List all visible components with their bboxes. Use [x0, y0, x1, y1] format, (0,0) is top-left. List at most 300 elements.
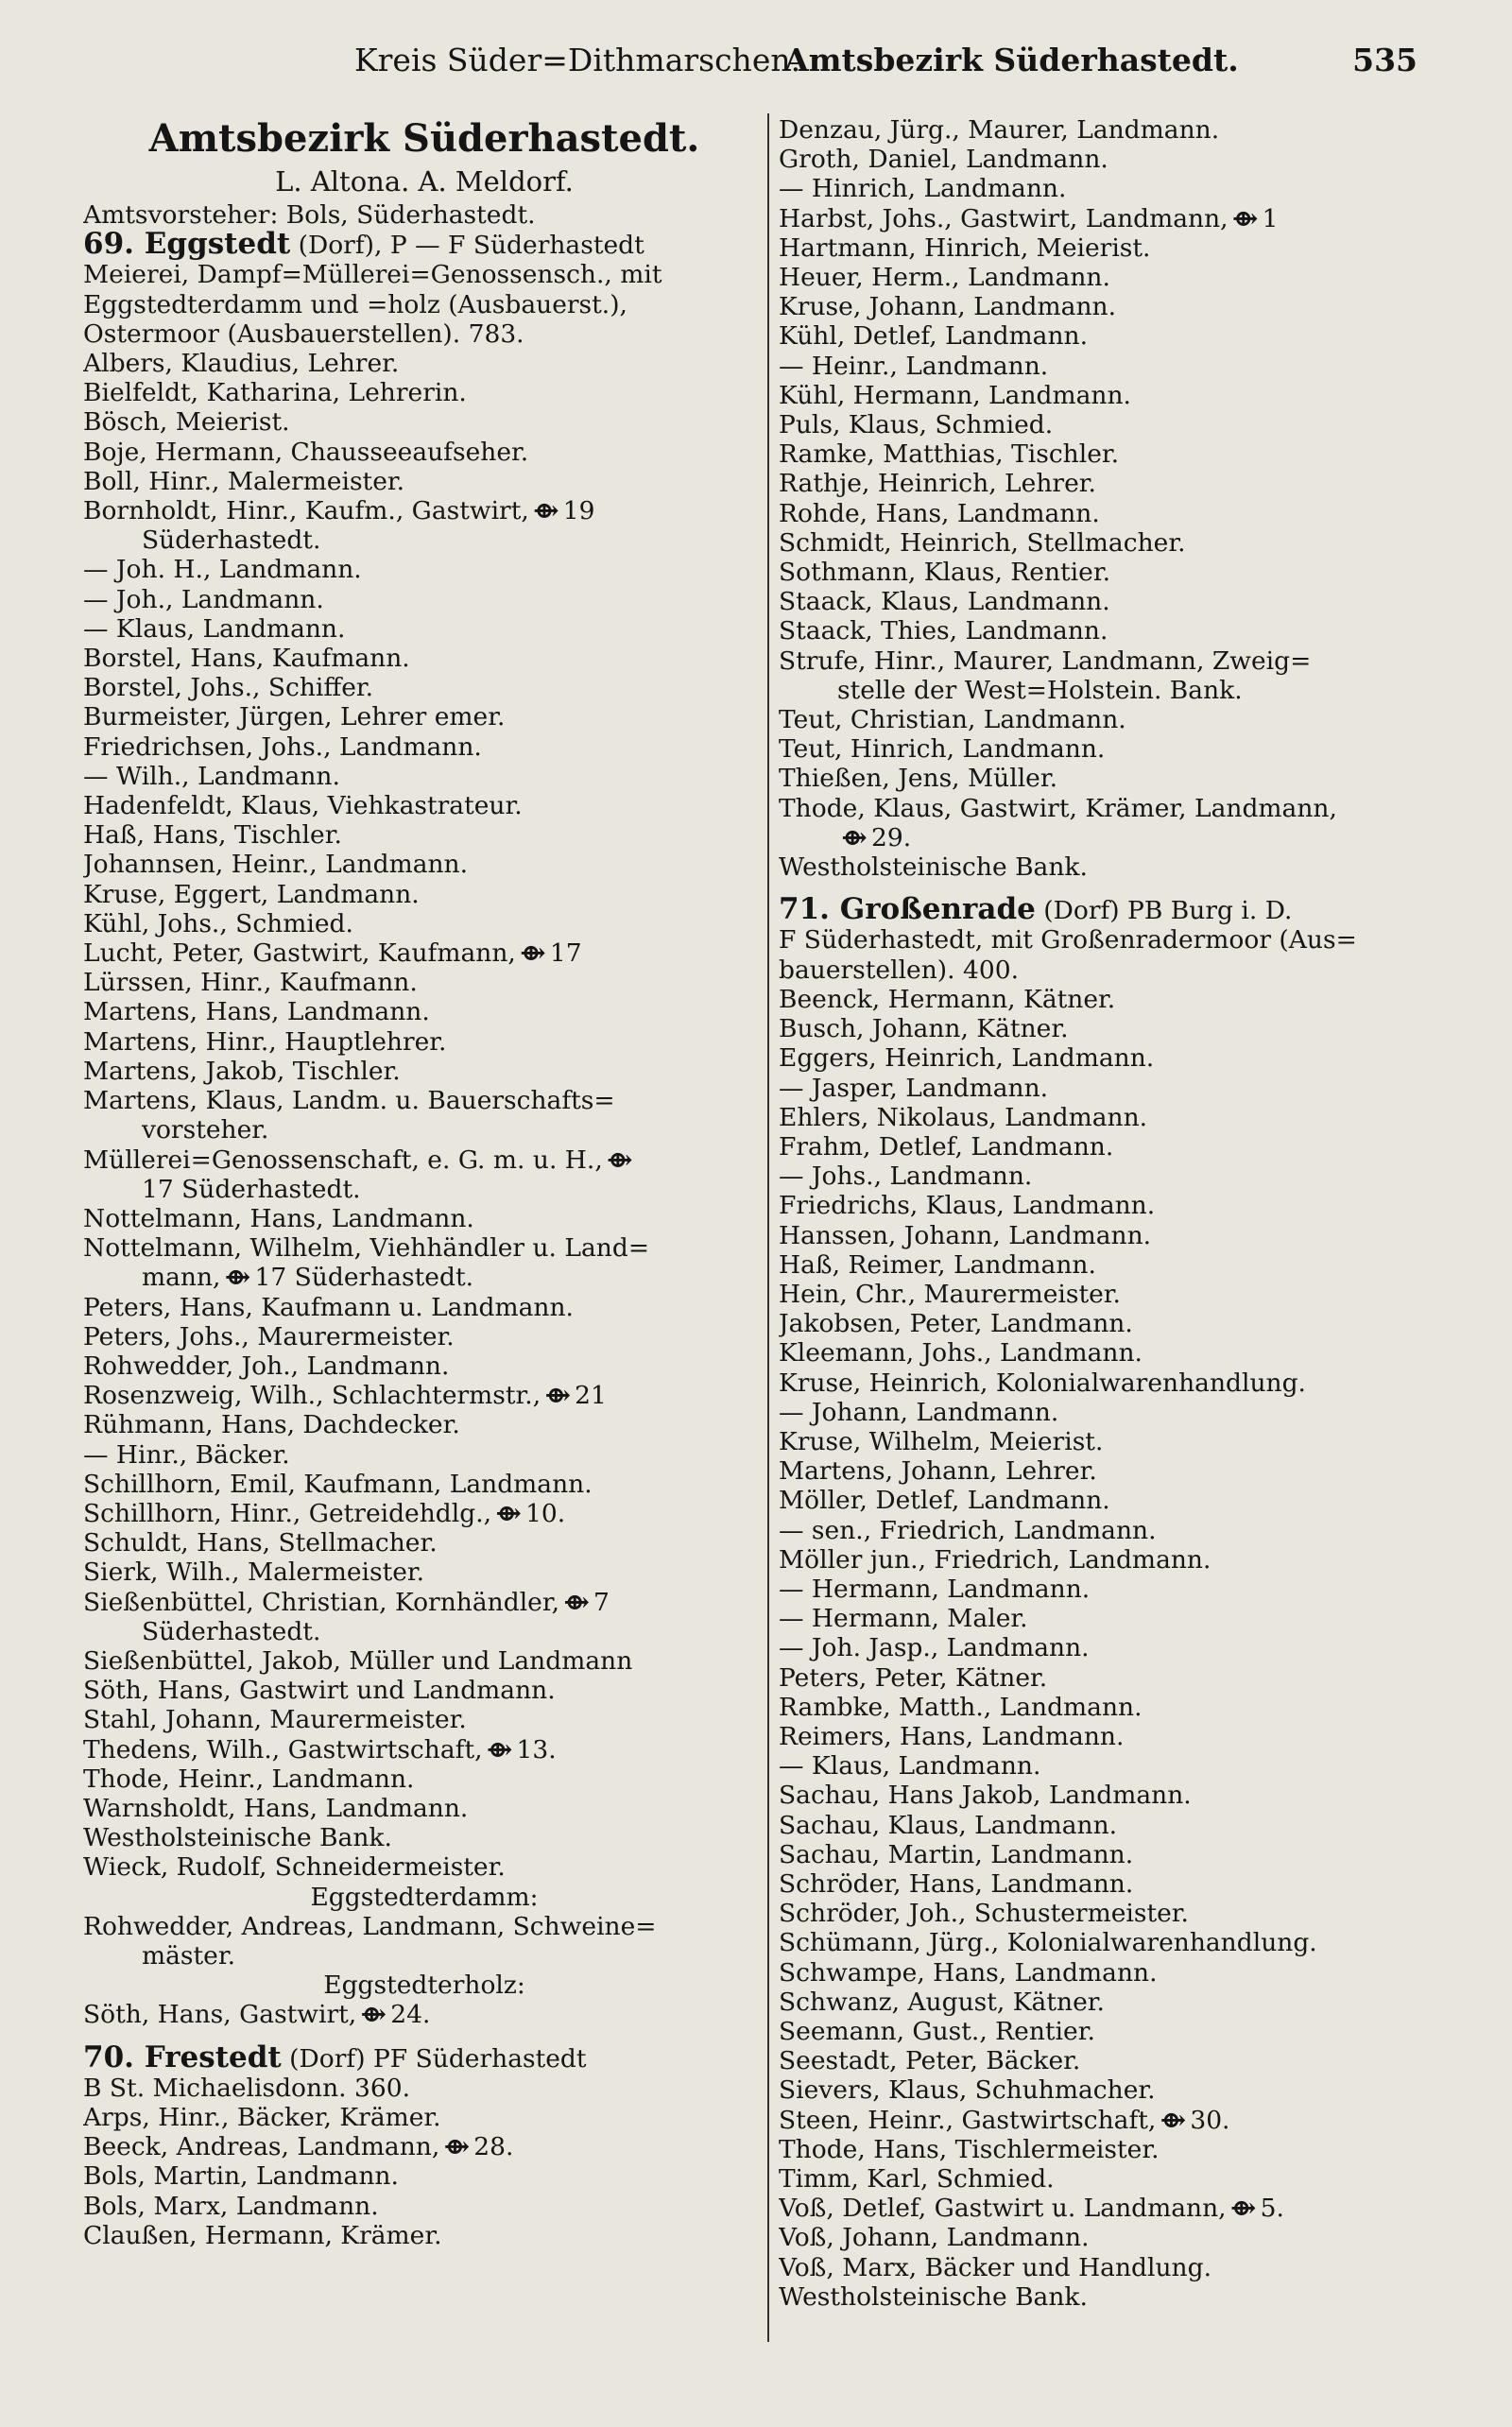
directory-entry	[83, 1410, 765, 1439]
entry-text: Kühl, Hermann, Landmann.	[779, 380, 1131, 410]
place-number: 69.	[83, 227, 145, 262]
directory-entry	[779, 1250, 1431, 1280]
directory-entry	[779, 381, 1431, 410]
entry-text: Steen, Heinr., Gastwirtschaft,	[779, 2105, 1157, 2135]
telephone-number: 17	[549, 938, 582, 969]
entry-text: Sothmann, Klaus, Rentier.	[779, 558, 1111, 588]
entry-text: 17 Süderhastedt.	[142, 1174, 361, 1204]
directory-entry	[83, 1057, 765, 1086]
telephone-icon: ⟴	[486, 1734, 513, 1764]
entry-text: Ostermoor (Ausbauerstellen). 783.	[83, 318, 524, 349]
directory-entry	[779, 469, 1431, 498]
entry-text: Kruse, Wilhelm, Meierist.	[779, 1426, 1104, 1456]
directory-entry	[83, 1794, 765, 1823]
directory-entry	[83, 1676, 765, 1705]
directory-entry	[779, 1043, 1431, 1073]
running-head	[0, 42, 1512, 89]
entry-text: — Heinr., Landmann.	[779, 351, 1049, 381]
entry-text: F Süderhastedt, mit Großenradermoor (Aus=	[779, 925, 1357, 955]
entry-text: — Hermann, Landmann.	[779, 1574, 1091, 1604]
entry-text: Albers, Klaudius, Lehrer.	[83, 349, 400, 379]
section-subtitle: L. Altona. A. Meldorf.	[275, 165, 574, 198]
directory-entry	[779, 115, 1431, 145]
directory-entry	[779, 1191, 1431, 1220]
entry-text: Hadenfeldt, Klaus, Viehkastrateur.	[83, 791, 523, 821]
directory-entry	[83, 1588, 765, 1617]
telephone-icon: ⟴	[520, 938, 546, 969]
entry-text: Boll, Hinr., Malermeister.	[83, 466, 405, 496]
entry-text: Martens, Hans, Landmann.	[83, 997, 430, 1027]
telephone-number: 24.	[390, 2000, 431, 2030]
entry-text: Sießenbüttel, Christian, Kornhändler,	[83, 1587, 560, 1617]
entry-text: Groth, Daniel, Landmann.	[779, 145, 1108, 175]
directory-entry	[83, 290, 765, 319]
entry-text: — Jasper, Landmann.	[779, 1073, 1049, 1103]
entry-text: Martens, Jakob, Tischler.	[83, 1056, 401, 1086]
entry-text: Thießen, Jens, Müller.	[779, 764, 1058, 794]
directory-entry	[779, 1456, 1431, 1486]
directory-entry	[779, 1162, 1431, 1191]
entry-text: Arps, Hinr., Bäcker, Krämer.	[83, 2103, 441, 2132]
directory-entry	[83, 1852, 765, 1882]
telephone-icon: ⟴	[360, 2000, 387, 2030]
entry-text: Eggers, Heinrich, Landmann.	[779, 1043, 1155, 1074]
directory-entry	[779, 1221, 1431, 1250]
entry-text: Denzau, Jürg., Maurer, Landmann.	[779, 115, 1220, 145]
directory-entry	[83, 1823, 765, 1852]
directory-entry	[83, 2221, 765, 2250]
directory-entry	[83, 702, 765, 732]
directory-entry	[779, 1280, 1431, 1309]
entry-text: Westholsteinische Bank.	[779, 2281, 1088, 2312]
directory-entry	[83, 968, 765, 997]
directory-entry	[779, 204, 1431, 233]
telephone-number: 13.	[516, 1734, 557, 1764]
entry-text: Peters, Peter, Kätner.	[779, 1662, 1048, 1693]
directory-entry	[83, 1735, 765, 1764]
directory-entry	[779, 2075, 1431, 2105]
entry-text: — Hinr., Bäcker.	[83, 1439, 290, 1470]
telephone-icon: ⟴	[544, 1381, 571, 1411]
directory-entry	[83, 1145, 765, 1175]
entry-text: Eggstedterdamm und =holz (Ausbauerst.),	[83, 289, 627, 319]
entry-continuation	[83, 1617, 765, 1646]
entry-text: Söth, Hans, Gastwirt,	[83, 2000, 357, 2030]
entry-text: Schillhorn, Emil, Kaufmann, Landmann.	[83, 1469, 593, 1499]
entry-text: Rühmann, Hans, Dachdecker.	[83, 1410, 460, 1440]
entry-text: Timm, Karl, Schmied.	[779, 2164, 1055, 2195]
directory-entry	[83, 2074, 765, 2103]
directory-entry	[83, 909, 765, 938]
entry-text: Stahl, Johann, Maurermeister.	[83, 1705, 467, 1735]
directory-entry	[779, 1103, 1431, 1132]
entry-text: Westholsteinische Bank.	[779, 852, 1088, 883]
directory-entry	[779, 2282, 1431, 2312]
entry-text: Rosenzweig, Wilh., Schlachtermstr.,	[83, 1381, 541, 1411]
entry-text: Warnsholdt, Hans, Landmann.	[83, 1793, 469, 1823]
page-number: 535	[1352, 42, 1418, 78]
entry-text: Sievers, Klaus, Schuhmacher.	[779, 2075, 1156, 2106]
entry-text: Teut, Hinrich, Landmann.	[779, 734, 1106, 765]
place-details: (Dorf) PB Burg i. D.	[1035, 896, 1293, 926]
entry-text: Thode, Hans, Tischlermeister.	[779, 2134, 1160, 2164]
directory-entry	[779, 764, 1431, 793]
entry-text: Bielfeldt, Katharina, Lehrerin.	[83, 378, 467, 408]
entry-continuation	[779, 823, 1431, 852]
directory-entry	[779, 233, 1431, 263]
directory-entry	[779, 410, 1431, 439]
entry-text: Bols, Marx, Landmann.	[83, 2191, 379, 2221]
entry-text: Johannsen, Heinr., Landmann.	[83, 850, 469, 880]
directory-entry	[83, 200, 765, 230]
directory-entry	[83, 555, 765, 584]
entry-text: Sachau, Martin, Landmann.	[779, 1839, 1134, 1869]
entry-text: vorsteher.	[142, 1115, 269, 1145]
directory-entry	[779, 1928, 1431, 1957]
entry-text: Harbst, Johs., Gastwirt, Landmann,	[779, 203, 1228, 233]
entry-text: Kruse, Johann, Landmann.	[779, 292, 1116, 322]
directory-entry	[83, 880, 765, 909]
directory-entry	[83, 673, 765, 702]
entry-text: Staack, Klaus, Landmann.	[779, 587, 1110, 617]
directory-entry	[779, 439, 1431, 469]
entry-text: Strufe, Hinr., Maurer, Landmann, Zweig=	[779, 645, 1312, 676]
entry-text: Haß, Reimer, Landmann.	[779, 1249, 1096, 1280]
directory-entry	[779, 1693, 1431, 1722]
locality-heading: Eggstedterdamm:	[310, 1882, 539, 1912]
entry-text: Rohwedder, Andreas, Landmann, Schweine=	[83, 1911, 657, 1941]
directory-entry	[779, 1781, 1431, 1810]
directory-entry	[779, 1988, 1431, 2017]
entry-text: Voß, Marx, Bäcker und Handlung.	[779, 2252, 1212, 2282]
place-heading	[83, 227, 765, 262]
directory-entry	[83, 1440, 765, 1470]
entry-continuation	[83, 1263, 765, 1292]
entry-text: Rambke, Matth., Landmann.	[779, 1692, 1143, 1722]
entry-text: Kühl, Detlef, Landmann.	[779, 321, 1089, 352]
directory-entry	[779, 1663, 1431, 1693]
telephone-icon: ⟴	[1231, 203, 1259, 233]
directory-entry	[779, 145, 1431, 174]
telephone-icon: ⟴	[1160, 2105, 1187, 2135]
directory-entry	[779, 528, 1431, 558]
header-amtsbezirk: Amtsbezirk Süderhastedt.	[784, 42, 1239, 78]
directory-entry	[779, 174, 1431, 203]
entry-text: Schwampe, Hans, Landmann.	[779, 1957, 1158, 1988]
entry-continuation	[83, 1175, 765, 1204]
directory-entry	[83, 850, 765, 879]
directory-entry	[83, 2132, 765, 2161]
directory-entry	[779, 2253, 1431, 2282]
left-column	[83, 115, 765, 2250]
entry-text: Puls, Klaus, Schmied.	[779, 410, 1054, 440]
entry-text: — Klaus, Landmann.	[83, 613, 346, 644]
directory-entry	[779, 1899, 1431, 1928]
directory-entry	[83, 1204, 765, 1233]
directory-entry	[83, 1351, 765, 1381]
directory-entry	[83, 1086, 765, 1115]
entry-text: stelle der West=Holstein. Bank.	[837, 675, 1243, 705]
directory-entry	[83, 407, 765, 437]
entry-text: Beeck, Andreas, Landmann,	[83, 2132, 440, 2162]
directory-entry	[779, 955, 1431, 985]
directory-entry	[779, 1604, 1431, 1633]
entry-text: Heuer, Herm., Landmann.	[779, 263, 1110, 293]
entry-text: — Wilh., Landmann.	[83, 761, 340, 791]
entry-text: Schröder, Joh., Schustermeister.	[779, 1899, 1189, 1929]
directory-entry	[779, 2017, 1431, 2046]
directory-entry	[83, 378, 765, 407]
telephone-icon: ⟴	[1229, 2194, 1257, 2224]
directory-entry	[83, 1705, 765, 1734]
entry-text: Frahm, Detlef, Landmann.	[779, 1131, 1114, 1162]
directory-entry	[779, 1840, 1431, 1869]
entry-text: Martens, Johann, Lehrer.	[779, 1456, 1097, 1487]
directory-entry	[83, 1470, 765, 1499]
directory-entry	[83, 585, 765, 614]
entry-text: Jakobsen, Peter, Landmann.	[779, 1309, 1133, 1339]
entry-text: Reimers, Hans, Landmann.	[779, 1721, 1125, 1751]
entry-text: Friedrichsen, Johs., Landmann.	[83, 732, 482, 762]
directory-entry	[779, 1132, 1431, 1162]
entry-text: Möller jun., Friedrich, Landmann.	[779, 1544, 1211, 1575]
entry-text: Müllerei=Genossenschaft, e. G. m. u. H.,	[83, 1145, 603, 1175]
entry-text: Beenck, Hermann, Kätner.	[779, 984, 1116, 1014]
entry-text: Sießenbüttel, Jakob, Müller und Landmann	[83, 1645, 633, 1676]
entry-text: Westholsteinische Bank.	[83, 1823, 392, 1853]
header-district: Kreis Süder=Dithmarschen.	[354, 42, 801, 78]
section-title: Amtsbezirk Süderhastedt.	[148, 116, 700, 161]
directory-entry	[83, 2161, 765, 2191]
entry-text: Borstel, Hans, Kaufmann.	[83, 644, 410, 674]
directory-entry	[779, 1516, 1431, 1545]
entry-text: Haß, Hans, Tischler.	[83, 820, 342, 851]
right-column	[779, 115, 1431, 2312]
entry-text: Bösch, Meierist.	[83, 407, 290, 438]
directory-entry	[83, 1912, 765, 1941]
directory-entry	[779, 1869, 1431, 1899]
entry-text: — Hermann, Maler.	[779, 1604, 1028, 1634]
entry-text: Schmidt, Heinrich, Stellmacher.	[779, 527, 1186, 558]
entry-continuation	[779, 676, 1431, 705]
directory-entry	[779, 852, 1431, 882]
directory-entry	[83, 644, 765, 673]
entry-text: Staack, Thies, Landmann.	[779, 616, 1108, 646]
directory-entry	[83, 438, 765, 467]
directory-entry	[83, 1293, 765, 1322]
directory-entry	[779, 292, 1431, 321]
directory-entry	[83, 1646, 765, 1676]
entry-continuation	[83, 525, 765, 555]
place-name: Großenrade	[839, 892, 1036, 927]
entry-text: Burmeister, Jürgen, Lehrer emer.	[83, 702, 506, 732]
directory-entry	[779, 1633, 1431, 1662]
entry-text: Friedrichs, Klaus, Landmann.	[779, 1191, 1156, 1221]
place-heading	[779, 892, 1431, 927]
entry-text: Nottelmann, Hans, Landmann.	[83, 1203, 474, 1233]
entry-text: Teut, Christian, Landmann.	[779, 705, 1126, 735]
entry-text: Lucht, Peter, Gastwirt, Kaufmann,	[83, 938, 516, 969]
telephone-number: 19	[562, 496, 595, 526]
entry-text: Martens, Klaus, Landm. u. Bauerschafts=	[83, 1086, 615, 1116]
directory-entry	[83, 1499, 765, 1528]
telephone-number: 1	[1262, 203, 1279, 233]
entry-text: Rohwedder, Joh., Landmann.	[83, 1351, 450, 1381]
directory-entry	[779, 1074, 1431, 1103]
directory-entry	[779, 321, 1431, 351]
directory-entry	[83, 762, 765, 791]
directory-entry	[779, 1338, 1431, 1368]
entry-text: Schümann, Jürg., Kolonialwarenhandlung.	[779, 1928, 1317, 1958]
column-divider	[767, 113, 769, 2342]
directory-entry	[779, 616, 1431, 645]
entry-text: Süderhastedt.	[142, 1616, 321, 1646]
telephone-icon: ⟴	[533, 496, 559, 526]
entry-text: Rathje, Heinrich, Lehrer.	[779, 469, 1096, 499]
directory-entry	[779, 734, 1431, 764]
entry-text: B St. Michaelisdonn. 360.	[83, 2073, 411, 2103]
telephone-icon: ⟴	[224, 1263, 251, 1293]
place-heading	[83, 2040, 765, 2074]
directory-entry	[779, 587, 1431, 616]
directory-entry	[779, 499, 1431, 528]
telephone-number: 30.	[1190, 2105, 1230, 2135]
entry-text: Hein, Chr., Maurermeister.	[779, 1279, 1121, 1309]
directory-entry	[779, 2194, 1431, 2223]
telephone-icon: ⟴	[841, 822, 868, 852]
telephone-number: 17 Süderhastedt.	[254, 1263, 474, 1293]
directory-entry	[83, 2000, 765, 2029]
directory-entry	[83, 319, 765, 349]
place-number: 70.	[83, 2040, 145, 2074]
directory-entry	[779, 1722, 1431, 1751]
directory-entry	[779, 1811, 1431, 1840]
directory-entry	[83, 1558, 765, 1587]
telephone-icon: ⟴	[607, 1145, 633, 1175]
entry-text: — Klaus, Landmann.	[779, 1751, 1041, 1782]
directory-entry	[779, 2106, 1431, 2135]
entry-text: Süderhastedt.	[142, 525, 321, 556]
entry-text: — Joh., Landmann.	[83, 584, 324, 614]
entry-text: Sierk, Wilh., Malermeister.	[83, 1558, 425, 1588]
directory-entry	[779, 1486, 1431, 1515]
directory-entry	[83, 1764, 765, 1794]
place-details: (Dorf) PF Süderhastedt	[281, 2043, 587, 2074]
entry-text: Ramke, Matthias, Tischler.	[779, 439, 1120, 470]
directory-entry	[779, 352, 1431, 381]
entry-text: — sen., Friedrich, Landmann.	[779, 1515, 1157, 1545]
directory-entry	[83, 1528, 765, 1558]
directory-entry	[83, 1322, 765, 1351]
entry-text: Rohde, Hans, Landmann.	[779, 498, 1100, 528]
entry-text: Thedens, Wilh., Gastwirtschaft,	[83, 1734, 483, 1764]
entry-text: Schröder, Hans, Landmann.	[779, 1868, 1134, 1899]
entry-text: Hanssen, Johann, Landmann.	[779, 1220, 1152, 1250]
entry-text: Hartmann, Hinrich, Meierist.	[779, 232, 1151, 263]
entry-text: — Joh. Jasp., Landmann.	[779, 1633, 1090, 1663]
entry-continuation	[83, 1115, 765, 1145]
directory-entry	[779, 985, 1431, 1014]
directory-entry	[779, 1309, 1431, 1338]
entry-text: Peters, Hans, Kaufmann u. Landmann.	[83, 1292, 574, 1322]
entry-text: Meierei, Dampf=Müllerei=Genossensch., mit	[83, 260, 662, 290]
telephone-icon: ⟴	[563, 1587, 590, 1617]
entry-text: mann,	[142, 1263, 221, 1293]
directory-entry	[83, 260, 765, 289]
directory-entry	[83, 997, 765, 1026]
directory-entry	[83, 732, 765, 762]
directory-entry	[779, 925, 1431, 955]
directory-entry	[779, 2223, 1431, 2252]
entry-text: Söth, Hans, Gastwirt und Landmann.	[83, 1676, 556, 1706]
directory-entry	[779, 558, 1431, 587]
entry-text: — Johs., Landmann.	[779, 1162, 1033, 1192]
entry-text: mäster.	[142, 1940, 236, 1971]
entry-continuation	[83, 1941, 765, 1971]
directory-entry	[83, 1027, 765, 1057]
entry-text: Thode, Heinr., Landmann.	[83, 1764, 415, 1794]
entry-text: Busch, Johann, Kätner.	[779, 1014, 1069, 1044]
entry-text: Sachau, Klaus, Landmann.	[779, 1810, 1118, 1840]
entry-text: — Hinrich, Landmann.	[779, 174, 1067, 204]
entry-text: Bols, Martin, Landmann.	[83, 2161, 399, 2192]
entry-text: bauerstellen). 400.	[779, 955, 1020, 985]
directory-entry	[83, 791, 765, 820]
entry-text: Amtsvorsteher: Bols, Süderhastedt.	[83, 200, 536, 230]
directory-entry	[83, 1381, 765, 1410]
directory-entry	[83, 2192, 765, 2221]
entry-text: Kleemann, Johs., Landmann.	[779, 1338, 1143, 1368]
directory-entry	[779, 1575, 1431, 1604]
directory-entry	[83, 820, 765, 850]
entry-text: Bornholdt, Hinr., Kaufm., Gastwirt,	[83, 496, 529, 526]
directory-entry	[779, 646, 1431, 676]
entry-text: Wieck, Rudolf, Schneidermeister.	[83, 1852, 506, 1883]
directory-entry	[779, 2046, 1431, 2075]
place-details: (Dorf), P — F Süderhastedt	[290, 231, 644, 261]
entry-text: Peters, Johs., Maurermeister.	[83, 1321, 455, 1351]
place-name: Eggstedt	[144, 227, 291, 262]
telephone-number: 21	[575, 1381, 607, 1411]
entry-text: Schillhorn, Hinr., Getreidehdlg.,	[83, 1498, 492, 1528]
entry-text: Kühl, Johs., Schmied.	[83, 908, 353, 938]
directory-entry	[779, 1427, 1431, 1456]
entry-text: — Joh. H., Landmann.	[83, 555, 362, 585]
entry-text: Claußen, Hermann, Krämer.	[83, 2220, 442, 2250]
directory-entry	[83, 1233, 765, 1263]
entry-text: Nottelmann, Wilhelm, Viehhändler u. Land=	[83, 1233, 650, 1264]
directory-entry	[779, 1398, 1431, 1427]
directory-entry	[779, 794, 1431, 823]
place-number: 71.	[779, 892, 840, 927]
entry-text: Seestadt, Peter, Bäcker.	[779, 2046, 1081, 2076]
directory-entry	[779, 2135, 1431, 2164]
telephone-number: 28.	[473, 2132, 514, 2162]
locality-heading: Eggstedterholz:	[323, 1971, 525, 2001]
entry-text: Boje, Hermann, Chausseeaufseher.	[83, 437, 529, 467]
entry-text: Schwanz, August, Kätner.	[779, 1987, 1105, 2017]
entry-text: Kruse, Eggert, Landmann.	[83, 879, 420, 909]
directory-entry	[779, 1014, 1431, 1043]
entry-text: Lürssen, Hinr., Kaufmann.	[83, 968, 418, 998]
telephone-icon: ⟴	[443, 2132, 470, 2162]
entry-text: Thode, Klaus, Gastwirt, Krämer, Landmann,	[779, 793, 1337, 823]
entry-text: Martens, Hinr., Hauptlehrer.	[83, 1026, 447, 1057]
directory-entry	[83, 614, 765, 644]
telephone-number: 10.	[525, 1498, 566, 1528]
telephone-number: 29.	[871, 822, 912, 852]
directory-entry	[83, 496, 765, 525]
